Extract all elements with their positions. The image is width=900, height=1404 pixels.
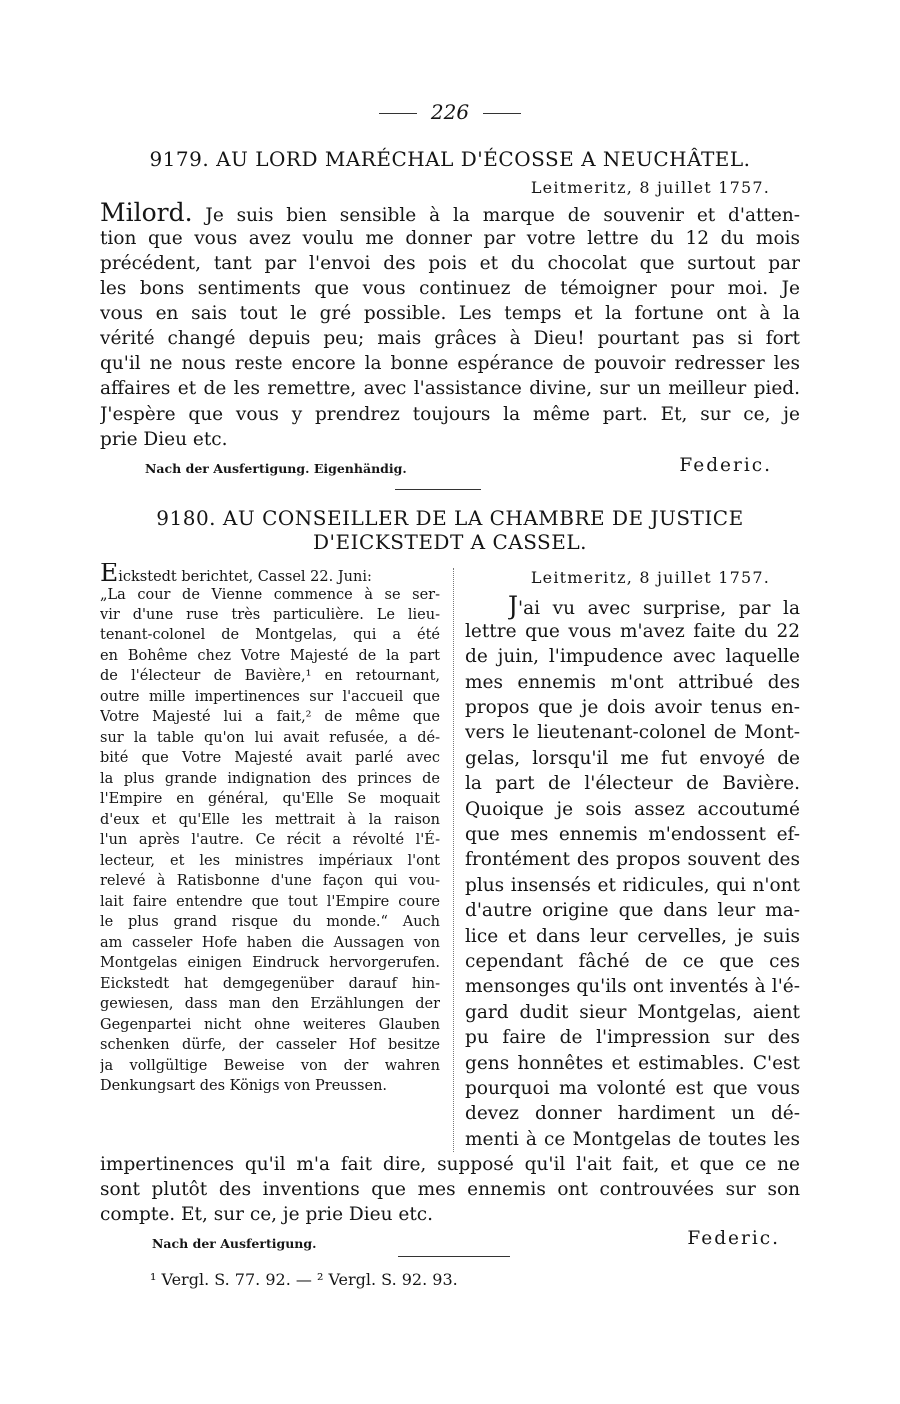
body-dropcap: J xyxy=(508,593,519,620)
body-line: que mes ennemis m'endossent ef- xyxy=(465,824,800,845)
summary-line: ja vollgültige Beweise von der wahren xyxy=(100,1058,440,1074)
letter-9179-line: précédent, tant par l'envoi des pois et du chocolat que surtout par xyxy=(100,253,800,274)
letter-9179-number: 9179. xyxy=(149,147,210,171)
page-number-dash-left xyxy=(379,113,417,114)
summary-dropcap: E xyxy=(100,563,119,587)
body-line: pu faire de l'impression sur des xyxy=(465,1027,800,1048)
body-line: gard dudit sieur Montgelas, aient xyxy=(465,1002,800,1023)
body-line: vers le lieutenant-colonel de Mont- xyxy=(465,722,800,743)
body-line: lice et dans leur cervelles, je suis xyxy=(465,926,800,947)
summary-line: sur la table qu'on lui avait refusée, a dé- xyxy=(100,730,440,746)
page-number xyxy=(0,100,900,124)
letter-9179-salutation: Milord. xyxy=(100,200,193,227)
letter-9179-line: prie Dieu etc. xyxy=(100,429,228,450)
summary-line: tenant-colonel de Montgelas, qui a été xyxy=(100,627,440,643)
letter-9179-line: affaires et de les remettre, avec l'assistance divine, sur un meilleur pied. xyxy=(100,378,800,399)
body-line: menti à ce Montgelas de toutes les xyxy=(465,1129,800,1150)
body-full-line: impertinences qu'il m'a fait dire, supposé qu'il l'ait fait, et que ce ne xyxy=(100,1154,800,1175)
letter-9179-line: J'espère que vous y prendrez toujours la même part. Et, sur ce, je xyxy=(100,404,800,425)
body-full-line: compte. Et, sur ce, je prie Dieu etc. xyxy=(100,1204,434,1225)
summary-line: lecteur, et les ministres impériaux l'ont xyxy=(100,853,440,869)
letter-9179-source-note: Nach der Ausfertigung. Eigenhändig. xyxy=(145,461,407,476)
column-separator xyxy=(453,568,454,1152)
letter-9180-signature: Federic. xyxy=(687,1228,780,1249)
summary-line: lait faire entendre que tout l'Empire coure xyxy=(100,894,440,910)
summary-line: schenken dürfe, der casseler Hof besitze xyxy=(100,1037,440,1053)
body-line: mensonges qu'ils ont inventés à l'é- xyxy=(465,976,800,997)
letter-9179-heading xyxy=(100,147,800,171)
body-line: gens honnêtes et estimables. C'est xyxy=(465,1053,800,1074)
summary-line: Eickstedt hat demgegenüber darauf hin- xyxy=(100,976,440,992)
body-full-line: sont plutôt des inventions que mes ennemis ont controuvées sur son xyxy=(100,1179,800,1200)
summary-line: am casseler Hofe haben die Aussagen von xyxy=(100,935,440,951)
body-line: devez donner hardiment un dé- xyxy=(465,1103,800,1124)
letter-9180-source-note: Nach der Ausfertigung. xyxy=(152,1236,317,1251)
letter-9180-title-line2: D'EICKSTEDT A CASSEL. xyxy=(313,530,587,554)
letter-9179-line: qu'il ne nous reste encore la bonne espérance de pouvoir redresser les xyxy=(100,353,800,374)
summary-line: le plus grand risque du monde.“ Auch xyxy=(100,914,440,930)
summary-line: l'Empire en général, qu'Elle Se moquait xyxy=(100,791,440,807)
summary-line: relevé à Ratisbonne d'une façon qui vou- xyxy=(100,873,440,889)
summary-line: „La cour de Vienne commence à se ser- xyxy=(100,587,440,603)
summary-line: l'un après l'autre. Ce récit a révolté l'É- xyxy=(100,832,440,848)
summary-line: d'eux et qu'Elle les mettrait à la raison xyxy=(100,812,440,828)
summary-line: de l'électeur de Bavière,¹ en retournant, xyxy=(100,668,440,684)
body-line: plus insensés et ridicules, qui n'ont xyxy=(465,875,800,896)
body-line: lettre que vous m'avez faite du 22 xyxy=(465,621,800,642)
letter-9180-number: 9180. xyxy=(156,506,217,530)
summary-line: bité que Votre Majesté avait parlé avec xyxy=(100,750,440,766)
letter-9180-place-date: Leitmeritz, 8 juillet 1757. xyxy=(530,568,770,587)
footnote-divider xyxy=(398,1256,510,1257)
letter-9179-signature: Federic. xyxy=(679,455,772,476)
summary-line: gewiesen, dass man den Erzählungen der xyxy=(100,996,440,1012)
body-line: pourquoi ma volonté est que vous xyxy=(465,1078,800,1099)
summary-line: Gegenpartei nicht ohne weiteres Glauben xyxy=(100,1017,440,1033)
body-line: cependant fâché de ce que ces xyxy=(465,951,800,972)
letter-9179-line: tion que vous avez voulu me donner par votre lettre du 12 du mois xyxy=(100,228,800,249)
letter-9179-line: Milord. Je suis bien sensible à la marque de souvenir et d'atten- xyxy=(100,200,800,227)
summary-line: Denkungsart des Königs von Preussen. xyxy=(100,1078,388,1094)
letter-9179-line: les bons sentiments que vous continuez de témoigner pour moi. Je xyxy=(100,278,800,299)
letter-9179-line: vous en sais tout le gré possible. Les temps et la fortune ont à la xyxy=(100,303,800,324)
summary-line: en Bohême chez Votre Majesté de la part xyxy=(100,648,440,664)
body-line: frontément des propos souvent des xyxy=(465,849,800,870)
summary-line: Eickstedt berichtet, Cassel 22. Juni: xyxy=(100,563,440,587)
body-line: gelas, lorsqu'il me fut envoyé de xyxy=(465,748,800,769)
body-line: propos que je dois avoir tenus en- xyxy=(465,697,800,718)
summary-line: Votre Majesté lui a fait,² de même que xyxy=(100,709,440,725)
body-line: la part de l'électeur de Bavière. xyxy=(465,773,800,794)
body-line: mes ennemis m'ont attribué des xyxy=(465,672,800,693)
summary-line: la plus grande indignation des princes de xyxy=(100,771,440,787)
letter-9179-line: vérité changé depuis peu; mais grâces à Dieu! pourtant pas si fort xyxy=(100,328,800,349)
body-line: Quoique je sois assez accoutumé xyxy=(465,799,800,820)
letter-9179-title: AU LORD MARÉCHAL D'ÉCOSSE A NEUCHÂTEL. xyxy=(216,147,751,171)
body-line: J'ai vu avec surprise, par la xyxy=(508,593,800,620)
summary-line: vir d'une ruse très particulière. Le lieu- xyxy=(100,607,440,623)
body-line: d'autre origine que dans leur ma- xyxy=(465,900,800,921)
letter-9180-heading xyxy=(100,506,800,530)
letter-9179-place-date: Leitmeritz, 8 juillet 1757. xyxy=(530,178,770,197)
page-number-text: 226 xyxy=(430,100,470,124)
summary-line: Montgelas einigen Eindruck hervorgerufen. xyxy=(100,955,440,971)
summary-line: outre mille impertinences sur l'accueil que xyxy=(100,689,440,705)
footnotes: ¹ Vergl. S. 77. 92. — ² Vergl. S. 92. 93. xyxy=(150,1270,458,1289)
section-divider xyxy=(395,489,481,490)
page-number-dash-right xyxy=(483,113,521,114)
body-line: de juin, l'impudence avec laquelle xyxy=(465,646,800,667)
letter-9180-title-line1: AU CONSEILLER DE LA CHAMBRE DE JUSTICE xyxy=(222,506,744,530)
